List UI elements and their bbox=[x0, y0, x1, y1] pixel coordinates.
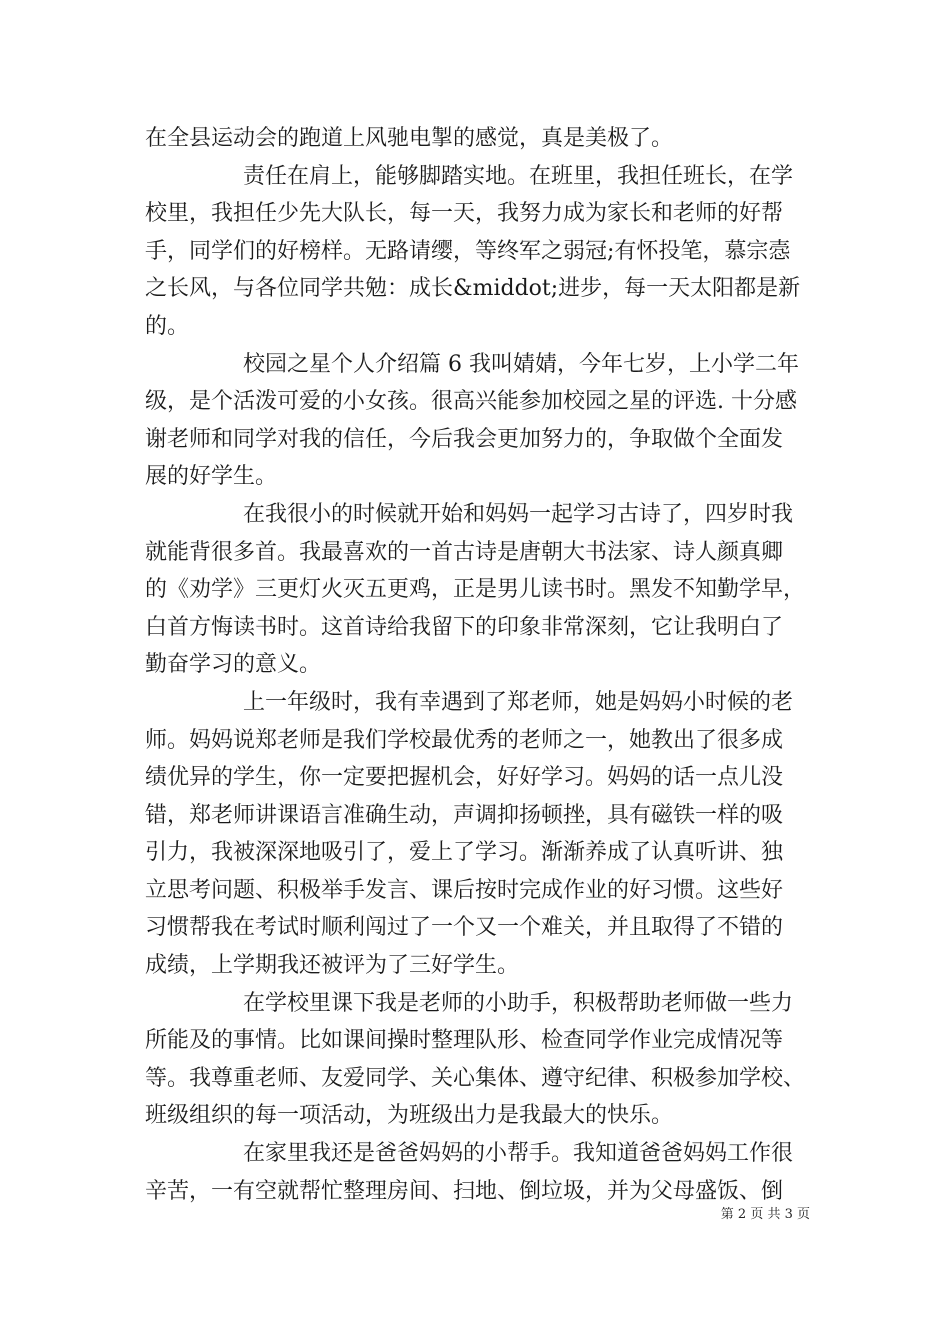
text-line: 等。我尊重老师、友爱同学、关心集体、遵守纪律、积极参加学校、 bbox=[145, 1065, 806, 1091]
text-line: 习惯帮我在考试时顺利闯过了一个又一个难关，并且取得了不错的 bbox=[145, 915, 784, 941]
text-line: 成绩，上学期我还被评为了三好学生。 bbox=[145, 953, 520, 979]
text-line: 上一年级时，我有幸遇到了郑老师，她是妈妈小时候的老 bbox=[243, 689, 794, 715]
text-line: 辛苦，一有空就帮忙整理房间、扫地、倒垃圾，并为父母盛饭、倒 bbox=[145, 1178, 784, 1204]
text-line: 错，郑老师讲课语言准确生动，声调抑扬顿挫，具有磁铁一样的吸 bbox=[145, 802, 784, 828]
text-line: 立思考问题、积极举手发言、课后按时完成作业的好习惯。这些好 bbox=[145, 877, 784, 903]
text-line: 级，是个活泼可爱的小女孩。很高兴能参加校园之星的评选. 十分感 bbox=[145, 389, 797, 415]
text-line: 班级组织的每一项活动，为班级出力是我最大的快乐。 bbox=[145, 1103, 674, 1129]
paragraph bbox=[145, 346, 810, 496]
text-line: 引力，我被深深地吸引了，爱上了学习。渐渐养成了认真听讲、独 bbox=[145, 840, 784, 866]
paragraph bbox=[145, 985, 810, 1135]
document-body bbox=[145, 120, 810, 1210]
paragraph bbox=[145, 496, 810, 684]
text-line: 勤奋学习的意义。 bbox=[145, 652, 322, 678]
text-line: 的《劝学》三更灯火灭五更鸡，正是男儿读书时。黑发不知勤学早， bbox=[145, 577, 806, 603]
text-line: 责任在肩上，能够脚踏实地。在班里，我担任班长，在学 bbox=[243, 163, 794, 189]
text-line: 的。 bbox=[145, 313, 190, 339]
paragraph bbox=[145, 1135, 810, 1210]
page-number-footer: 第 2 页 共 3 页 bbox=[720, 1207, 810, 1222]
text-line: 手，同学们的好榜样。无路请缨，等终军之弱冠;有怀投笔，慕宗悫 bbox=[145, 238, 791, 264]
text-line: 在家里我还是爸爸妈妈的小帮手。我知道爸爸妈妈工作很 bbox=[243, 1141, 794, 1167]
text-line: 校里，我担任少先大队长，每一天，我努力成为家长和老师的好帮 bbox=[145, 201, 784, 227]
paragraph bbox=[145, 684, 810, 985]
text-line: 在学校里课下我是老师的小助手，积极帮助老师做一些力 bbox=[243, 990, 794, 1016]
text-line: 绩优异的学生，你一定要把握机会，好好学习。妈妈的话一点儿没 bbox=[145, 765, 784, 791]
text-line: 所能及的事情。比如课间操时整理队形、检查同学作业完成情况等 bbox=[145, 1028, 784, 1054]
text-line: 在全县运动会的跑道上风驰电掣的感觉，真是美极了。 bbox=[145, 126, 674, 151]
text-line: 在我很小的时候就开始和妈妈一起学习古诗了，四岁时我 bbox=[243, 501, 794, 527]
text-line: 白首方悔读书时。这首诗给我留下的印象非常深刻，它让我明白了 bbox=[145, 614, 784, 640]
text-line: 校园之星个人介绍篇 6 我叫婧婧，今年七岁，上小学二年 bbox=[243, 351, 799, 377]
text-line: 展的好学生。 bbox=[145, 464, 278, 490]
paragraph bbox=[145, 158, 810, 346]
text-line: 之长风，与各位同学共勉：成长&middot;进步，每一天太阳都是新 bbox=[145, 276, 801, 302]
text-line: 就能背很多首。我最喜欢的一首古诗是唐朝大书法家、诗人颜真卿 bbox=[145, 539, 784, 565]
paragraph bbox=[145, 120, 810, 158]
text-line: 师。妈妈说郑老师是我们学校最优秀的老师之一，她教出了很多成 bbox=[145, 727, 784, 753]
text-line: 谢老师和同学对我的信任，今后我会更加努力的，争取做个全面发 bbox=[145, 426, 784, 452]
